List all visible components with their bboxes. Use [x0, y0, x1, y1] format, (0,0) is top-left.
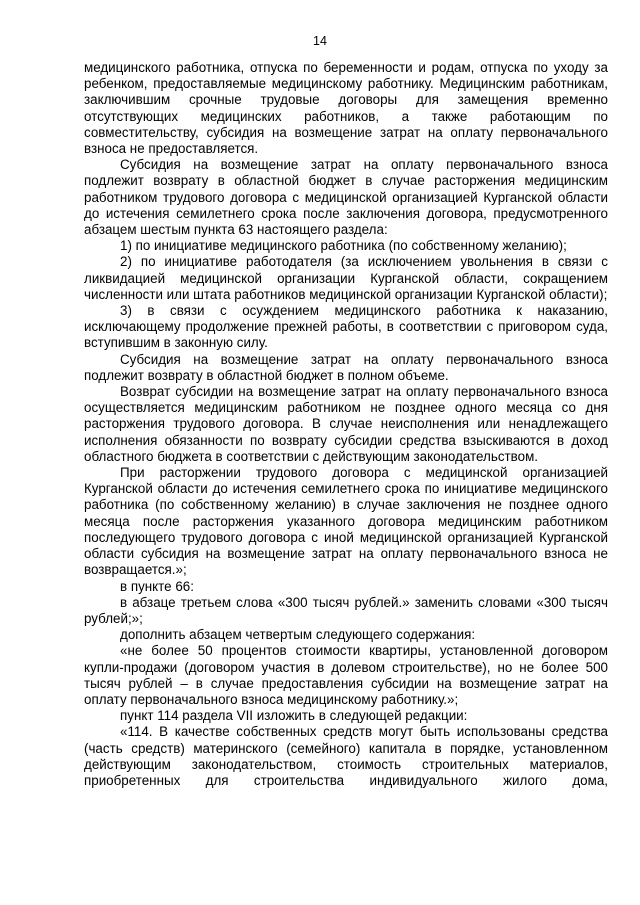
paragraph-full-return: Субсидия на возмещение затрат на оплату первоначального взноса подлежит возврату в областной бюджет в полном объеме. — [84, 351, 608, 383]
list-item-2: 2) по инициативе работодателя (за исключением увольнения в связи с ликвидацией медицинской организации Курганской области, сокращением численности или штата работников медицинской организации Курганской области); — [84, 254, 608, 302]
amendment-paragraph-4-text: «не более 50 процентов стоимости квартиры, установленной договором купли-продажи (договором участия в долевом строительстве), но не более 500 тысяч рублей – в случае предоставления субсидии на возмещение затрат на оплату первоначального взноса медицинскому работнику.»; — [84, 643, 608, 707]
amendment-point-114: пункт 114 раздела VII изложить в следующей редакции: — [120, 708, 468, 724]
amendment-paragraph-3: в абзаце третьем слова «300 тысяч рублей.» заменить словами «300 тысяч рублей;»; — [84, 594, 608, 626]
paragraph-return-procedure: Возврат субсидии на возмещение затрат на оплату первоначального взноса осуществляется медицинским работником не позднее одного месяца со дня расторжения трудового договора. В случае неисполнения или ненадлежащего исполнения обязанности по возврату субсидии средства взыскиваются в доход областного бюджета в соответствии с действующим законодательством. — [84, 384, 608, 464]
paragraph-subsidy-return: Субсидия на возмещение затрат на оплату первоначального взноса подлежит возврату в областной бюджет в случае расторжения медицинским работником трудового договора с медицинской организацией Курганской области до истечения семилетнего срока после заключения договора, предусмотренного абзацем шестым пункта 63 настоящего раздела: — [84, 157, 608, 238]
paragraph-termination-exception: При расторжении трудового договора с медицинской организацией Курганской области до истечения семилетнего срока по инициативе медицинского работника (по собственному желанию) в случае заключения не позднее одного месяца после расторжения указанного договора медицинским работником последующего трудового договора с иной медицинской организацией Курганской области субсидия на возмещение затрат на оплату первоначального взноса не возвращается.»; — [84, 465, 608, 578]
list-item-1: 1) по инициативе медицинского работника (по собственному желанию); — [120, 238, 567, 254]
amendment-point-114-text: «114. В качестве собственных средств могут быть использованы средства (часть средств) материнского (семейного) капитала в порядке, установленном действующим законодательством, стоимость строительных материалов, приобретенных для строительства индивидуального жилого дома, — [84, 724, 608, 788]
amendment-add-paragraph-4: дополнить абзацем четвертым следующего содержания: — [120, 627, 476, 643]
list-item-3: 3) в связи с осуждением медицинского работника к наказанию, исключающему продолжение прежней работы, в соответствии с приговором суда, вступившим в законную силу. — [84, 303, 608, 351]
document-body — [84, 60, 608, 789]
amendment-point-66: в пункте 66: — [120, 578, 194, 594]
page-number: 14 — [313, 34, 327, 48]
paragraph-continuation: медицинского работника, отпуска по беременности и родам, отпуска по уходу за ребенком, предоставляемые медицинскому работнику. Медицинским работникам, заключившим срочные трудовые договоры для замещения временно отсутствующих медицинских работников, а также работающим по совместительству, субсидия на возмещение затрат на оплату первоначального взноса не предоставляется. — [84, 60, 608, 157]
